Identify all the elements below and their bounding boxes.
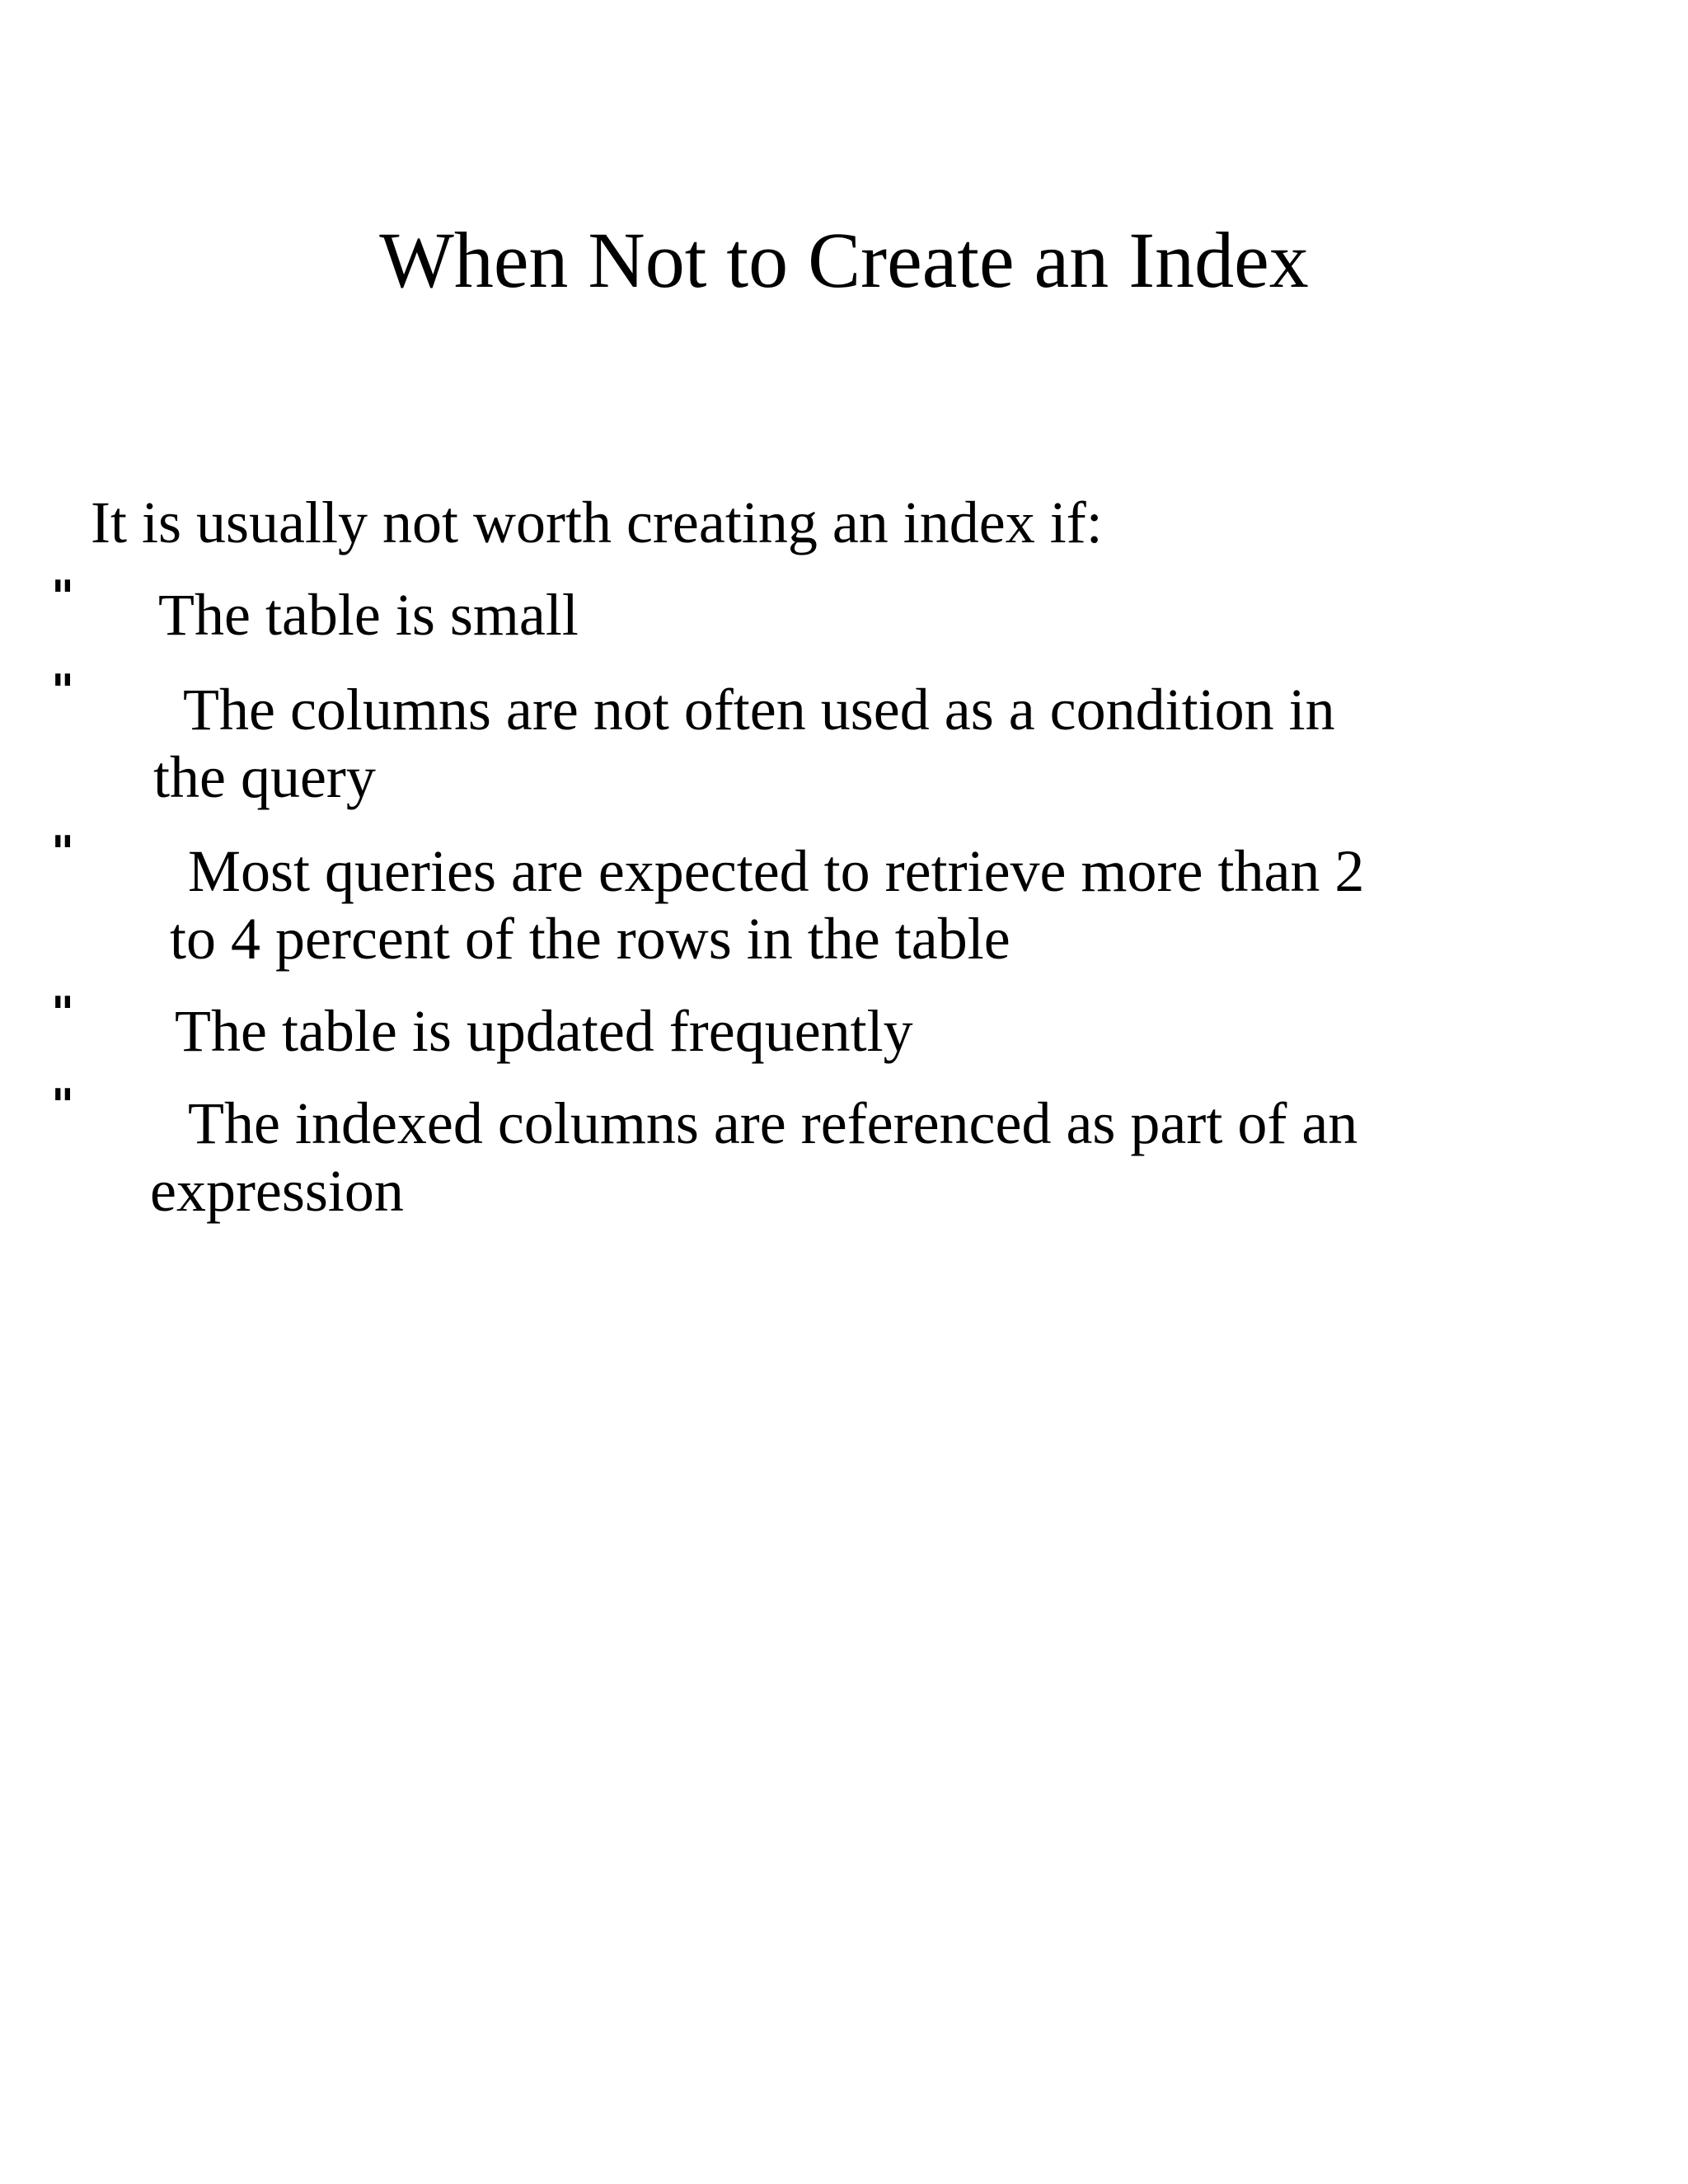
bullet-line: The table is updated frequently bbox=[175, 998, 913, 1064]
bullet-line: expression bbox=[150, 1158, 404, 1224]
bullet-line: The columns are not often used as a condition in bbox=[183, 677, 1335, 743]
bullet-marker: " bbox=[51, 987, 75, 1039]
bullet-line: The table is small bbox=[158, 582, 579, 648]
bullet-line: to 4 percent of the rows in the table bbox=[170, 906, 1010, 972]
bullet-marker: " bbox=[51, 827, 75, 879]
bullet-marker: " bbox=[51, 665, 75, 717]
intro-text: It is usually not worth creating an index if: bbox=[91, 490, 1103, 555]
bullet-line: Most queries are expected to retrieve more than 2 bbox=[188, 838, 1365, 904]
bullet-item bbox=[158, 581, 579, 649]
page-title: When Not to Create an Index bbox=[379, 216, 1309, 304]
bullet-item bbox=[170, 837, 1364, 972]
bullet-marker: " bbox=[51, 571, 75, 623]
bullet-line: The indexed columns are referenced as part of an bbox=[188, 1090, 1358, 1156]
bullet-item bbox=[150, 1090, 1357, 1225]
bullet-marker: " bbox=[51, 1080, 75, 1132]
bullet-line: the query bbox=[153, 744, 376, 810]
bullet-item bbox=[175, 997, 913, 1065]
bullet-item bbox=[153, 676, 1335, 811]
